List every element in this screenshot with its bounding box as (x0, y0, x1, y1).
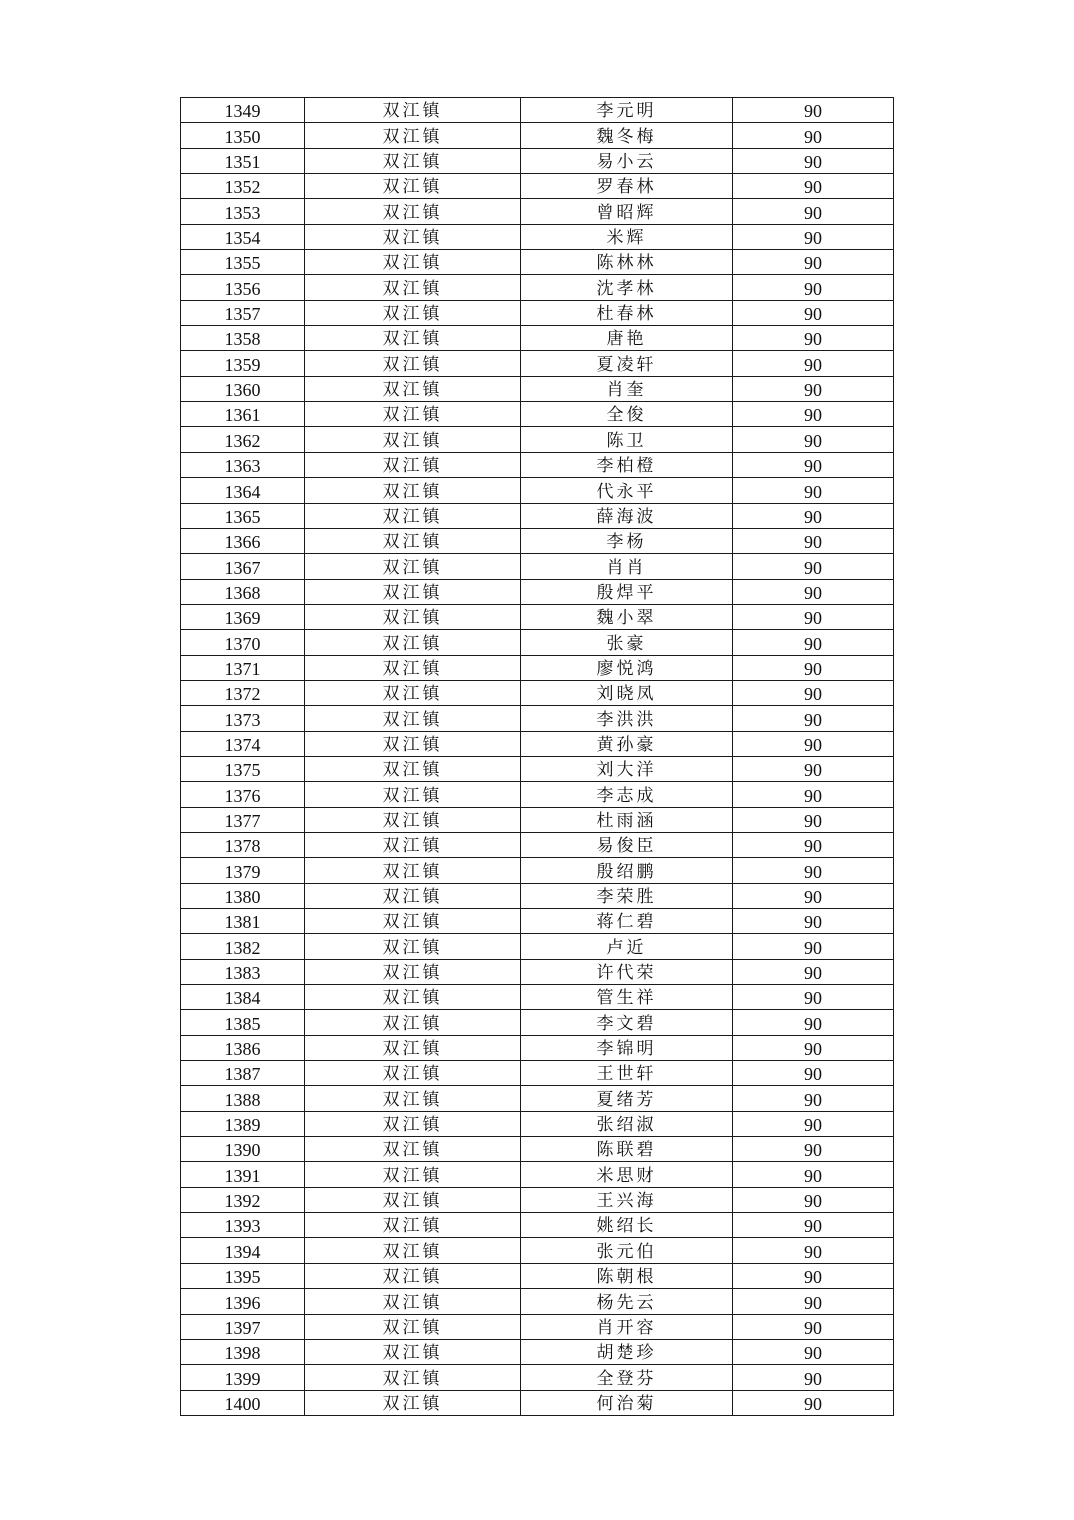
town-cell: 双江镇 (305, 224, 521, 249)
town-cell: 双江镇 (305, 174, 521, 199)
table-row (181, 655, 894, 680)
town-cell: 双江镇 (305, 326, 521, 351)
town-cell: 双江镇 (305, 199, 521, 224)
table-row (181, 351, 894, 376)
table-row (181, 782, 894, 807)
town-cell: 双江镇 (305, 985, 521, 1010)
town-cell: 双江镇 (305, 630, 521, 655)
table-row (181, 528, 894, 553)
row-number-cell: 1349 (181, 98, 305, 123)
town-cell: 双江镇 (305, 858, 521, 883)
town-cell: 双江镇 (305, 706, 521, 731)
table-row (181, 1111, 894, 1136)
row-number-cell: 1376 (181, 782, 305, 807)
row-number-cell: 1358 (181, 326, 305, 351)
score-cell: 90 (733, 1137, 894, 1162)
row-number-cell: 1383 (181, 959, 305, 984)
row-number-cell: 1390 (181, 1137, 305, 1162)
person-name-cell: 张豪 (521, 630, 733, 655)
town-cell: 双江镇 (305, 807, 521, 832)
town-cell: 双江镇 (305, 478, 521, 503)
table-row (181, 883, 894, 908)
row-number-cell: 1395 (181, 1263, 305, 1288)
table-row (181, 1213, 894, 1238)
score-cell: 90 (733, 1187, 894, 1212)
row-number-cell: 1352 (181, 174, 305, 199)
row-number-cell: 1360 (181, 376, 305, 401)
roster-table-body (181, 98, 894, 1416)
town-cell: 双江镇 (305, 1263, 521, 1288)
town-cell: 双江镇 (305, 883, 521, 908)
row-number-cell: 1364 (181, 478, 305, 503)
score-cell: 90 (733, 807, 894, 832)
score-cell: 90 (733, 1289, 894, 1314)
score-cell: 90 (733, 579, 894, 604)
score-cell: 90 (733, 503, 894, 528)
person-name-cell: 许代荣 (521, 959, 733, 984)
row-number-cell: 1377 (181, 807, 305, 832)
table-row (181, 832, 894, 857)
town-cell: 双江镇 (305, 731, 521, 756)
person-name-cell: 李锦明 (521, 1035, 733, 1060)
person-name-cell: 李柏橙 (521, 452, 733, 477)
score-cell: 90 (733, 655, 894, 680)
table-row (181, 199, 894, 224)
table-row (181, 756, 894, 781)
table-row (181, 174, 894, 199)
town-cell: 双江镇 (305, 503, 521, 528)
table-row (181, 909, 894, 934)
score-cell: 90 (733, 1061, 894, 1086)
person-name-cell: 沈孝林 (521, 275, 733, 300)
row-number-cell: 1367 (181, 554, 305, 579)
town-cell: 双江镇 (305, 1314, 521, 1339)
score-cell: 90 (733, 98, 894, 123)
row-number-cell: 1362 (181, 427, 305, 452)
score-cell: 90 (733, 706, 894, 731)
table-row (181, 503, 894, 528)
person-name-cell: 夏绪芳 (521, 1086, 733, 1111)
row-number-cell: 1400 (181, 1390, 305, 1415)
score-cell: 90 (733, 1111, 894, 1136)
town-cell: 双江镇 (305, 1162, 521, 1187)
person-name-cell: 李文碧 (521, 1010, 733, 1035)
row-number-cell: 1369 (181, 604, 305, 629)
row-number-cell: 1357 (181, 300, 305, 325)
row-number-cell: 1373 (181, 706, 305, 731)
person-name-cell: 王世轩 (521, 1061, 733, 1086)
town-cell: 双江镇 (305, 1061, 521, 1086)
score-cell: 90 (733, 909, 894, 934)
table-row (181, 300, 894, 325)
table-row (181, 1314, 894, 1339)
town-cell: 双江镇 (305, 427, 521, 452)
score-cell: 90 (733, 782, 894, 807)
score-cell: 90 (733, 452, 894, 477)
score-cell: 90 (733, 604, 894, 629)
town-cell: 双江镇 (305, 98, 521, 123)
score-cell: 90 (733, 148, 894, 173)
person-name-cell: 殷焊平 (521, 579, 733, 604)
table-row (181, 1365, 894, 1390)
row-number-cell: 1361 (181, 402, 305, 427)
row-number-cell: 1393 (181, 1213, 305, 1238)
score-cell: 90 (733, 1086, 894, 1111)
score-cell: 90 (733, 351, 894, 376)
score-cell: 90 (733, 1238, 894, 1263)
town-cell: 双江镇 (305, 1238, 521, 1263)
town-cell: 双江镇 (305, 782, 521, 807)
table-row (181, 630, 894, 655)
table-row (181, 985, 894, 1010)
score-cell: 90 (733, 554, 894, 579)
row-number-cell: 1385 (181, 1010, 305, 1035)
row-number-cell: 1391 (181, 1162, 305, 1187)
town-cell: 双江镇 (305, 1365, 521, 1390)
row-number-cell: 1380 (181, 883, 305, 908)
person-name-cell: 陈联碧 (521, 1137, 733, 1162)
score-cell: 90 (733, 478, 894, 503)
town-cell: 双江镇 (305, 1289, 521, 1314)
table-row (181, 1289, 894, 1314)
score-cell: 90 (733, 1314, 894, 1339)
score-cell: 90 (733, 832, 894, 857)
row-number-cell: 1392 (181, 1187, 305, 1212)
score-cell: 90 (733, 883, 894, 908)
person-name-cell: 姚绍长 (521, 1213, 733, 1238)
score-cell: 90 (733, 300, 894, 325)
table-row (181, 680, 894, 705)
town-cell: 双江镇 (305, 275, 521, 300)
town-cell: 双江镇 (305, 554, 521, 579)
table-row (181, 1035, 894, 1060)
town-cell: 双江镇 (305, 1137, 521, 1162)
person-name-cell: 夏凌轩 (521, 351, 733, 376)
table-row (181, 376, 894, 401)
town-cell: 双江镇 (305, 1010, 521, 1035)
score-cell: 90 (733, 224, 894, 249)
table-row (181, 1010, 894, 1035)
person-name-cell: 管生祥 (521, 985, 733, 1010)
person-name-cell: 易小云 (521, 148, 733, 173)
row-number-cell: 1397 (181, 1314, 305, 1339)
table-row (181, 959, 894, 984)
table-row (181, 807, 894, 832)
town-cell: 双江镇 (305, 655, 521, 680)
table-row (181, 452, 894, 477)
score-cell: 90 (733, 427, 894, 452)
table-row (181, 1263, 894, 1288)
person-name-cell: 易俊臣 (521, 832, 733, 857)
person-name-cell: 刘大洋 (521, 756, 733, 781)
table-row (181, 1339, 894, 1364)
table-row (181, 1086, 894, 1111)
person-name-cell: 米辉 (521, 224, 733, 249)
person-name-cell: 张元伯 (521, 1238, 733, 1263)
person-name-cell: 李志成 (521, 782, 733, 807)
row-number-cell: 1384 (181, 985, 305, 1010)
score-cell: 90 (733, 1162, 894, 1187)
person-name-cell: 魏小翠 (521, 604, 733, 629)
table-row (181, 731, 894, 756)
table-row (181, 1061, 894, 1086)
score-cell: 90 (733, 250, 894, 275)
town-cell: 双江镇 (305, 832, 521, 857)
score-cell: 90 (733, 199, 894, 224)
row-number-cell: 1372 (181, 680, 305, 705)
town-cell: 双江镇 (305, 452, 521, 477)
row-number-cell: 1379 (181, 858, 305, 883)
row-number-cell: 1386 (181, 1035, 305, 1060)
table-row (181, 427, 894, 452)
score-cell: 90 (733, 1390, 894, 1415)
row-number-cell: 1368 (181, 579, 305, 604)
score-cell: 90 (733, 1035, 894, 1060)
person-name-cell: 黄孙豪 (521, 731, 733, 756)
row-number-cell: 1356 (181, 275, 305, 300)
town-cell: 双江镇 (305, 376, 521, 401)
row-number-cell: 1388 (181, 1086, 305, 1111)
score-cell: 90 (733, 731, 894, 756)
row-number-cell: 1355 (181, 250, 305, 275)
person-name-cell: 李元明 (521, 98, 733, 123)
person-name-cell: 罗春林 (521, 174, 733, 199)
person-name-cell: 廖悦鸿 (521, 655, 733, 680)
person-name-cell: 胡楚珍 (521, 1339, 733, 1364)
person-name-cell: 蒋仁碧 (521, 909, 733, 934)
score-cell: 90 (733, 1010, 894, 1035)
town-cell: 双江镇 (305, 1187, 521, 1212)
town-cell: 双江镇 (305, 351, 521, 376)
town-cell: 双江镇 (305, 909, 521, 934)
row-number-cell: 1399 (181, 1365, 305, 1390)
town-cell: 双江镇 (305, 604, 521, 629)
person-name-cell: 李洪洪 (521, 706, 733, 731)
person-name-cell: 陈朝根 (521, 1263, 733, 1288)
row-number-cell: 1394 (181, 1238, 305, 1263)
person-name-cell: 薛海波 (521, 503, 733, 528)
row-number-cell: 1381 (181, 909, 305, 934)
row-number-cell: 1365 (181, 503, 305, 528)
person-name-cell: 何治菊 (521, 1390, 733, 1415)
town-cell: 双江镇 (305, 528, 521, 553)
score-cell: 90 (733, 528, 894, 553)
person-name-cell: 肖肖 (521, 554, 733, 579)
score-cell: 90 (733, 1213, 894, 1238)
table-row (181, 1162, 894, 1187)
row-number-cell: 1387 (181, 1061, 305, 1086)
row-number-cell: 1382 (181, 934, 305, 959)
row-number-cell: 1398 (181, 1339, 305, 1364)
row-number-cell: 1375 (181, 756, 305, 781)
score-cell: 90 (733, 326, 894, 351)
roster-table (180, 97, 894, 1416)
town-cell: 双江镇 (305, 1035, 521, 1060)
table-row (181, 858, 894, 883)
person-name-cell: 肖开容 (521, 1314, 733, 1339)
table-row (181, 250, 894, 275)
table-row (181, 604, 894, 629)
person-name-cell: 魏冬梅 (521, 123, 733, 148)
score-cell: 90 (733, 985, 894, 1010)
person-name-cell: 唐艳 (521, 326, 733, 351)
table-row (181, 402, 894, 427)
table-row (181, 478, 894, 503)
table-row (181, 579, 894, 604)
town-cell: 双江镇 (305, 148, 521, 173)
score-cell: 90 (733, 174, 894, 199)
person-name-cell: 全登芬 (521, 1365, 733, 1390)
town-cell: 双江镇 (305, 959, 521, 984)
person-name-cell: 代永平 (521, 478, 733, 503)
score-cell: 90 (733, 123, 894, 148)
person-name-cell: 杜雨涵 (521, 807, 733, 832)
table-row (181, 934, 894, 959)
person-name-cell: 杨先云 (521, 1289, 733, 1314)
row-number-cell: 1354 (181, 224, 305, 249)
person-name-cell: 李杨 (521, 528, 733, 553)
table-row (181, 706, 894, 731)
row-number-cell: 1353 (181, 199, 305, 224)
person-name-cell: 杜春林 (521, 300, 733, 325)
row-number-cell: 1350 (181, 123, 305, 148)
table-row (181, 1137, 894, 1162)
score-cell: 90 (733, 402, 894, 427)
table-row (181, 98, 894, 123)
row-number-cell: 1366 (181, 528, 305, 553)
person-name-cell: 王兴海 (521, 1187, 733, 1212)
score-cell: 90 (733, 1339, 894, 1364)
person-name-cell: 陈林林 (521, 250, 733, 275)
table-row (181, 148, 894, 173)
row-number-cell: 1374 (181, 731, 305, 756)
row-number-cell: 1371 (181, 655, 305, 680)
town-cell: 双江镇 (305, 250, 521, 275)
table-row (181, 326, 894, 351)
town-cell: 双江镇 (305, 1339, 521, 1364)
person-name-cell: 殷绍鹏 (521, 858, 733, 883)
town-cell: 双江镇 (305, 1086, 521, 1111)
person-name-cell: 肖奎 (521, 376, 733, 401)
table-row (181, 224, 894, 249)
row-number-cell: 1370 (181, 630, 305, 655)
score-cell: 90 (733, 1365, 894, 1390)
row-number-cell: 1396 (181, 1289, 305, 1314)
score-cell: 90 (733, 1263, 894, 1288)
town-cell: 双江镇 (305, 934, 521, 959)
town-cell: 双江镇 (305, 1213, 521, 1238)
row-number-cell: 1359 (181, 351, 305, 376)
score-cell: 90 (733, 756, 894, 781)
person-name-cell: 李荣胜 (521, 883, 733, 908)
town-cell: 双江镇 (305, 123, 521, 148)
table-row (181, 1390, 894, 1415)
score-cell: 90 (733, 680, 894, 705)
person-name-cell: 曾昭辉 (521, 199, 733, 224)
row-number-cell: 1363 (181, 452, 305, 477)
town-cell: 双江镇 (305, 756, 521, 781)
person-name-cell: 全俊 (521, 402, 733, 427)
score-cell: 90 (733, 858, 894, 883)
table-row (181, 275, 894, 300)
table-row (181, 1187, 894, 1212)
score-cell: 90 (733, 630, 894, 655)
table-row (181, 123, 894, 148)
person-name-cell: 陈卫 (521, 427, 733, 452)
row-number-cell: 1378 (181, 832, 305, 857)
row-number-cell: 1389 (181, 1111, 305, 1136)
score-cell: 90 (733, 376, 894, 401)
person-name-cell: 刘晓凤 (521, 680, 733, 705)
town-cell: 双江镇 (305, 300, 521, 325)
town-cell: 双江镇 (305, 680, 521, 705)
town-cell: 双江镇 (305, 579, 521, 604)
row-number-cell: 1351 (181, 148, 305, 173)
table-row (181, 554, 894, 579)
town-cell: 双江镇 (305, 402, 521, 427)
table-row (181, 1238, 894, 1263)
score-cell: 90 (733, 934, 894, 959)
town-cell: 双江镇 (305, 1111, 521, 1136)
person-name-cell: 米思财 (521, 1162, 733, 1187)
town-cell: 双江镇 (305, 1390, 521, 1415)
person-name-cell: 张绍淑 (521, 1111, 733, 1136)
score-cell: 90 (733, 959, 894, 984)
person-name-cell: 卢近 (521, 934, 733, 959)
score-cell: 90 (733, 275, 894, 300)
